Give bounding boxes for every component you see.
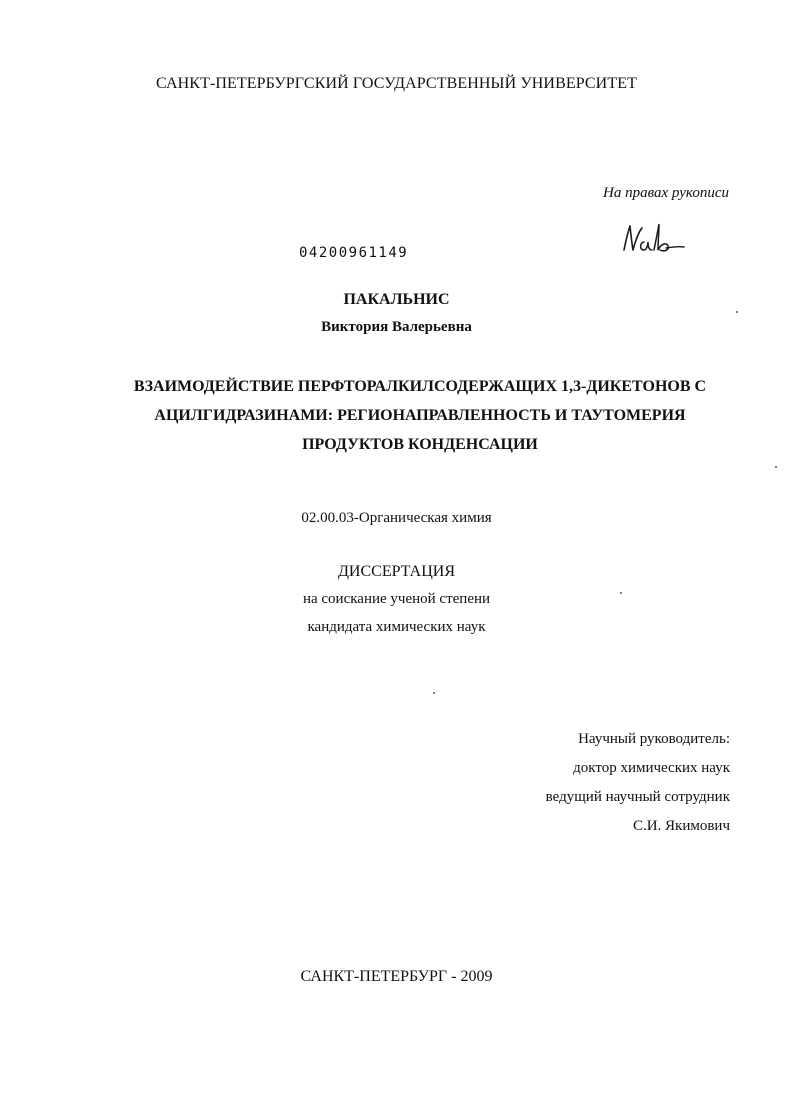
- scan-speck: [736, 311, 738, 313]
- handwritten-signature: [618, 220, 686, 260]
- scan-speck: [775, 466, 777, 468]
- advisor-degree: доктор химических наук: [573, 760, 730, 776]
- thesis-title-line: ПРОДУКТОВ КОНДЕНСАЦИИ: [302, 436, 538, 453]
- specialty-code: 02.00.03-Органическая химия: [301, 510, 492, 526]
- registry-number: 04200961149: [299, 245, 409, 261]
- advisor-block: [546, 725, 730, 841]
- degree-name: кандидата химических наук: [307, 619, 486, 635]
- document-type: ДИССЕРТАЦИЯ: [338, 563, 455, 580]
- thesis-title: [120, 372, 720, 459]
- advisor-label: Научный руководитель:: [578, 731, 730, 747]
- city-year: САНКТ-ПЕТЕРБУРГ - 2009: [300, 968, 493, 985]
- university-name: САНКТ-ПЕТЕРБУРГСКИЙ ГОСУДАРСТВЕННЫЙ УНИВЕРСИТЕТ: [156, 75, 637, 92]
- thesis-title-line: ВЗАИМОДЕЙСТВИЕ ПЕРФТОРАЛКИЛСОДЕРЖАЩИХ 1,3-ДИКЕТОНОВ С: [133, 378, 707, 395]
- advisor-position: ведущий научный сотрудник: [545, 789, 730, 805]
- advisor-name: С.И. Якимович: [632, 818, 730, 834]
- author-surname: ПАКАЛЬНИС: [343, 291, 450, 308]
- manuscript-note: На правах рукописи: [603, 185, 729, 201]
- thesis-title-line: АЦИЛГИДРАЗИНАМИ: РЕГИОНАПРАВЛЕННОСТЬ И ТАУТОМЕРИЯ: [154, 407, 686, 424]
- scan-speck: [620, 592, 622, 594]
- degree-purpose: на соискание ученой степени: [302, 591, 491, 607]
- scan-speck: [433, 692, 435, 694]
- author-given-names: Виктория Валерьевна: [321, 319, 472, 335]
